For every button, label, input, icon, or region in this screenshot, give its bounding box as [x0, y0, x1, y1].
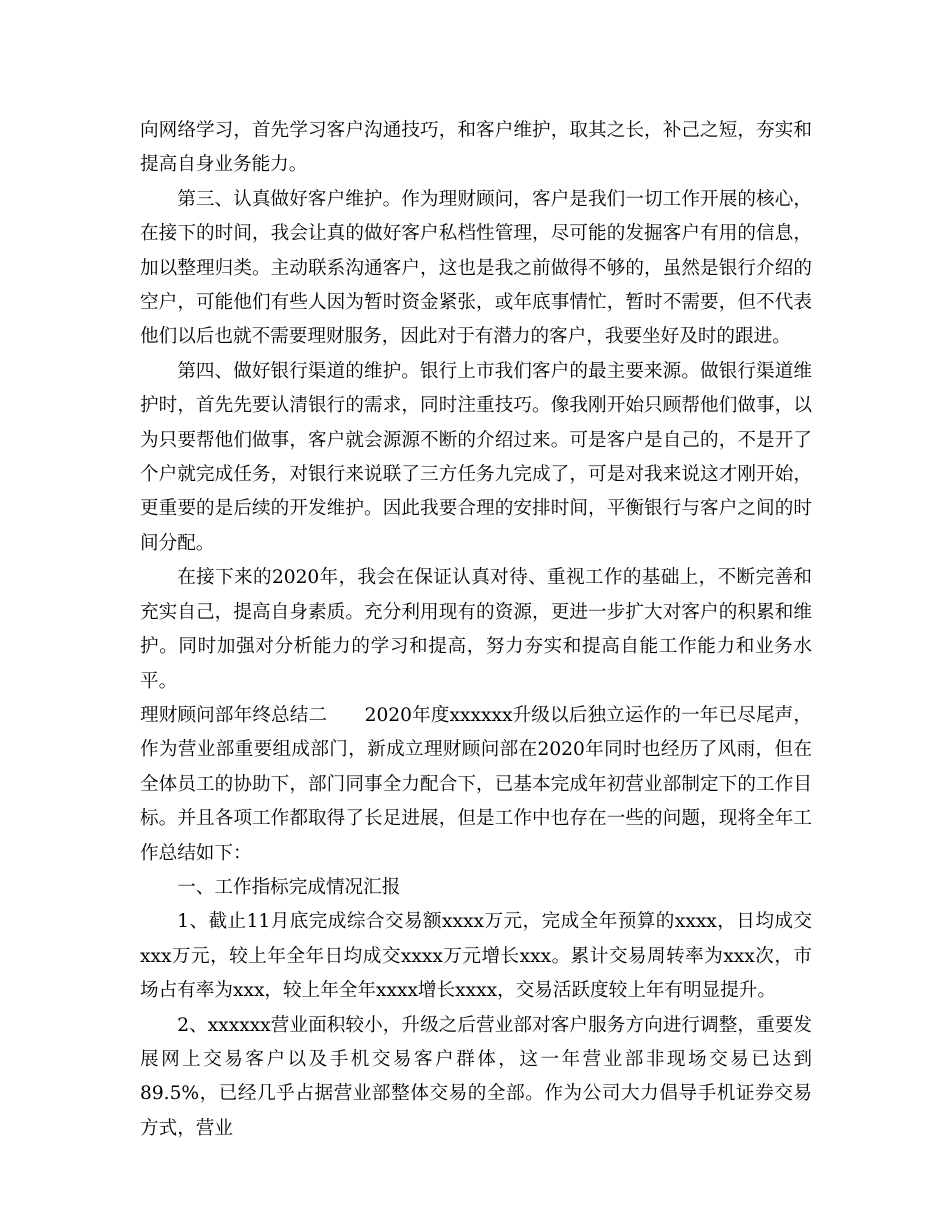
paragraph: 第四、做好银行渠道的维护。银行上市我们客户的最主要来源。做银行渠道维护时，首先先要认清银行的需求，同时注重技巧。像我刚开始只顾帮他们做事，以为只要帮他们做事，客户就会源源不断的介绍过来。可是客户是自己的，不是开了个户就完成任务，对银行来说联了三方任务九完成了，可是对我来说这才刚开始，更重要的是后续的开发维护。因此我要合理的安排时间，平衡银行与客户之间的时间分配。	[140, 360, 812, 554]
section-heading: 一、工作指标完成情况汇报	[177, 876, 401, 898]
paragraph: 2、xxxxxx营业面积较小，升级之后营业部对客户服务方向进行调整，重要发展网上交易客户以及手机交易客户群体，这一年营业部非现场交易已达到89.5%，已经几乎占据营业部整体交易的全部。作为公司大力倡导手机证券交易方式，营业	[140, 1014, 812, 1139]
paragraph: 向网络学习，首先学习客户沟通技巧，和客户维护，取其之长，补己之短，夯实和提高自身业务能力。	[140, 120, 812, 176]
paragraph: 1、截止11月底完成综合交易额xxxx万元，完成全年预算的xxxx，日均成交xxx万元，较上年全年日均成交xxxx万元增长xxx。累计交易周转率为xxx次，市场占有率为xxx，较上年全年xxxx增长xxxx，交易活跃度较上年有明显提升。	[140, 911, 812, 1002]
paragraph: 在接下来的2020年，我会在保证认真对待、重视工作的基础上，不断完善和充实自己，提高自身素质。充分利用现有的资源，更进一步扩大对客户的积累和维护。同时加强对分析能力的学习和提高，努力夯实和提高自能工作能力和业务水平。	[140, 567, 812, 692]
document-body	[140, 114, 812, 1146]
paragraph: 第三、认真做好客户维护。作为理财顾问，客户是我们一切工作开展的核心，在接下的时间，我会让真的做好客户私档性管理，尽可能的发掘客户有用的信息，加以整理归类。主动联系沟通客户，这也是我之前做得不够的，虽然是银行介绍的空户，可能他们有些人因为暂时资金紧张，或年底事情忙，暂时不需要，但不代表他们以后也就不需要理财服务，因此对于有潜力的客户，我要坐好及时的跟进。	[140, 188, 812, 348]
paragraph: 理财顾问部年终总结二 2020年度xxxxxx升级以后独立运作的一年已尽尾声，作为营业部重要组成部门，新成立理财顾问部在2020年同时也经历了风雨，但在全体员工的协助下，部门同事全力配合下，已基本完成年初营业部制定下的工作目标。并且各项工作都取得了长足进展，但是工作中也存在一些的问题，现将全年工作总结如下：	[140, 704, 812, 864]
